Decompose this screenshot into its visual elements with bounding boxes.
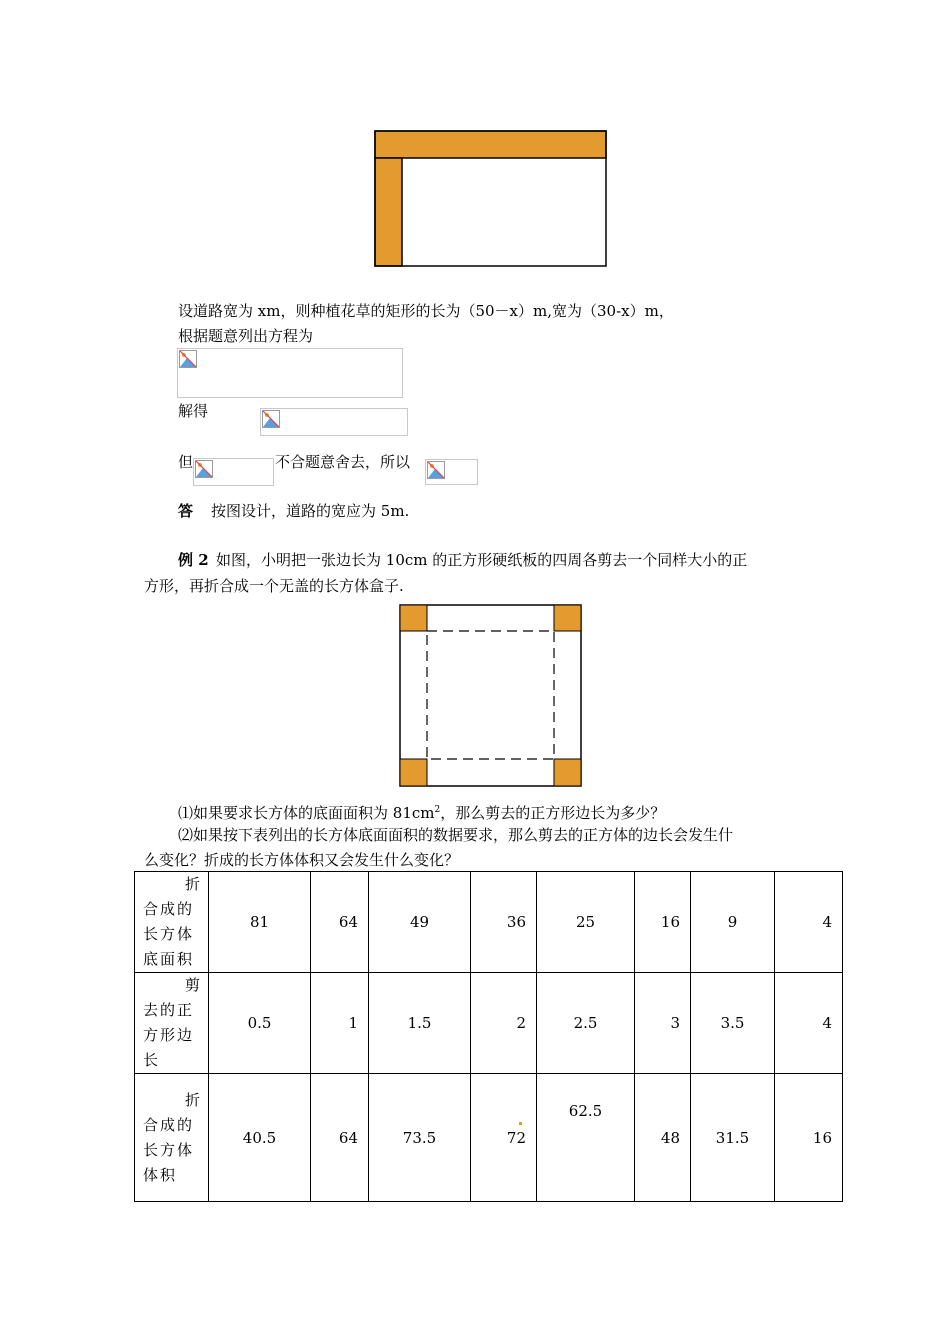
stray-mark — [519, 1122, 522, 1125]
answer-label: 答 — [178, 502, 194, 520]
question-2-line-1: ⑵如果按下表列出的长方体底面面积的数据要求，那么剪去的正方体的边长会发生什 — [178, 826, 734, 844]
intro-line-1: 设道路宽为 xm，则种植花草的矩形的长为（50－x）m,宽为（30-x）m， — [178, 302, 674, 320]
data-table — [134, 871, 843, 1202]
row-header-line: 合成的 — [143, 900, 195, 918]
table-cell: 48 — [635, 1074, 691, 1202]
table-cell: 25 — [537, 872, 635, 973]
corner-cutout-bottom-right — [554, 759, 581, 786]
table-cell: 40.5 — [209, 1074, 311, 1202]
row-header — [135, 872, 209, 973]
table-cell: 73.5 — [369, 1074, 471, 1202]
table-row — [135, 973, 843, 1074]
rejected-root-image — [193, 458, 274, 486]
table-cell: 81 — [209, 872, 311, 973]
table-cell: 1.5 — [369, 973, 471, 1074]
table-cell: 2 — [471, 973, 537, 1074]
row-header — [135, 973, 209, 1074]
table-cell: 64 — [311, 1074, 369, 1202]
cardboard-diagram — [398, 603, 584, 788]
table-cell: 9 — [691, 872, 775, 973]
example-2-line-2: 方形，再折合成一个无盖的长方体盒子. — [144, 577, 404, 595]
row-header-line: 长方体 — [143, 1140, 195, 1159]
table-cell: 72 — [471, 1074, 537, 1202]
discard-text: 不合题意舍去，所以 — [275, 453, 411, 471]
solution-image — [260, 408, 408, 436]
table-cell: 62.5 — [537, 1074, 635, 1202]
table-cell: 4 — [775, 973, 843, 1074]
row-header-line: 剪 — [184, 976, 200, 994]
row-header-line: 体积 — [143, 1165, 178, 1184]
broken-image-icon — [262, 410, 280, 428]
equation-image — [177, 348, 403, 398]
table-cell: 31.5 — [691, 1074, 775, 1202]
table-cell: 0.5 — [209, 973, 311, 1074]
road-vertical — [375, 158, 402, 266]
row-header-line: 合成的 — [143, 1115, 195, 1134]
row-header-line: 折 — [184, 1090, 200, 1109]
table-cell: 36 — [471, 872, 537, 973]
corner-cutout-top-left — [400, 605, 427, 631]
question-1: ⑴如果要求长方体的底面面积为 $81cm^2$，那么剪去的正方形边长为多少？ — [178, 804, 666, 822]
table-cell: 16 — [635, 872, 691, 973]
road-horizontal — [375, 131, 606, 158]
but-label: 但 — [178, 453, 194, 471]
intro-line-2: 根据题意列出方程为 — [178, 327, 314, 345]
broken-image-icon — [427, 461, 445, 479]
road-diagram — [372, 129, 608, 269]
table-cell: 3.5 — [691, 973, 775, 1074]
row-header-line: 长方体 — [143, 925, 195, 943]
table-cell: 1 — [311, 973, 369, 1074]
table-cell: 64 — [311, 872, 369, 973]
accepted-root-image — [425, 459, 478, 485]
row-header-line: 方形边 — [143, 1026, 195, 1044]
row-header-line: 长 — [143, 1051, 161, 1069]
row-header-line: 底面积 — [143, 950, 195, 968]
table-cell: 3 — [635, 973, 691, 1074]
solve-label: 解得 — [178, 402, 209, 420]
corner-cutout-top-right — [554, 605, 581, 631]
corner-cutout-bottom-left — [400, 759, 427, 786]
row-header-line: 折 — [184, 875, 200, 893]
row-header — [135, 1074, 209, 1202]
answer-text: 按图设计，道路的宽应为 5m. — [211, 502, 410, 520]
broken-image-icon — [179, 350, 197, 368]
table-cell: 16 — [775, 1074, 843, 1202]
row-header-line: 去的正 — [143, 1001, 195, 1019]
table-cell: 2.5 — [537, 973, 635, 1074]
example-2-label: 例 2 — [178, 551, 209, 569]
table-row — [135, 1074, 843, 1202]
broken-image-icon — [195, 460, 213, 478]
table-cell: 49 — [369, 872, 471, 973]
table-cell: 4 — [775, 872, 843, 973]
question-2-line-2: 么变化？折成的长方体体积又会发生什么变化？ — [144, 851, 460, 869]
example-2-line-1: 如图，小明把一张边长为 10cm 的正方形硬纸板的四周各剪去一个同样大小的正 — [216, 551, 748, 569]
table-row — [135, 872, 843, 973]
